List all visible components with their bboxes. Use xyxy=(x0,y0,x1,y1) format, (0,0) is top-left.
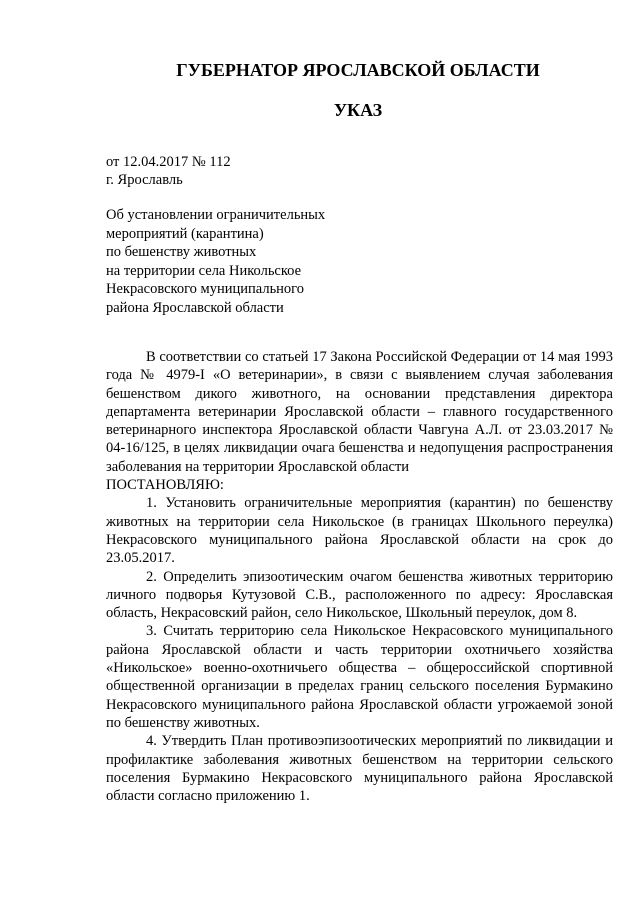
subject-line: Некрасовского муниципального xyxy=(106,281,305,298)
subject-line: на территории села Никольское xyxy=(106,262,302,279)
issuer-title: ГУБЕРНАТОР ЯРОСЛАВСКОЙ ОБЛАСТИ xyxy=(176,60,540,80)
decree-item: 4. Утвердить План противоэпизоотических мероприятий по ликвидации и профилактике заболевания животных бешенством на территории сельского поселения Бурмакино Некрасовского муниципального района Ярославской области согласно приложению 1. xyxy=(106,733,613,805)
subject-line: по бешенству животных xyxy=(106,244,257,261)
document-meta xyxy=(106,153,231,189)
preamble-paragraph: В соответствии со статьей 17 Закона Российской Федерации от 14 мая 1993 года № 4979-I «О ветеринарии», в связи с выявлением случая заболевания бешенством дикого животного, на основании представления директора департамента ветеринарии Ярославской области – главного государственного ветеринарного инспектора Ярославской области Чавгуна А.Л. от 23.03.2017 № 04-16/125, в целях ликвидации очага бешенства и недопущения распространения заболевания на территории Ярославской области xyxy=(106,349,613,475)
resolve-heading: ПОСТАНОВЛЯЮ: xyxy=(106,477,224,494)
subject-line: района Ярославской области xyxy=(106,299,284,316)
document-type: УКАЗ xyxy=(333,100,383,120)
document-body xyxy=(106,348,613,805)
city: г. Ярославль xyxy=(106,172,183,188)
subject-line: Об установлении ограничительных xyxy=(106,207,326,223)
subject-line: мероприятий (карантина) xyxy=(106,225,264,242)
decree-item: 2. Определить эпизоотическим очагом бешенства животных территорию личного подворья Кутузовой С.В., расположенного по адресу: Ярославская область, Некрасовский район, село Никольское, Школьный переулок, дом 8. xyxy=(106,568,613,622)
date-number: от 12.04.2017 № 112 xyxy=(106,154,231,170)
document-subject xyxy=(106,206,325,318)
decree-item: 1. Установить ограничительные мероприятия (карантин) по бешенству животных на территории села Никольское (в границах Школьного переулка) Некрасовского муниципального района Ярославской области на срок до 23.05.2017. xyxy=(106,495,613,567)
decree-item: 3. Считать территорию села Никольское Некрасовского муниципального района Ярославской области и часть территории охотничьего хозяйства «Никольское» военно-охотничьего общества – общероссийской спортивной общественной организации в пределах границ сельского поселения Бурмакино Некрасовского муниципального района Ярославской области угрожаемой зоной по бешенству животных. xyxy=(106,623,613,731)
